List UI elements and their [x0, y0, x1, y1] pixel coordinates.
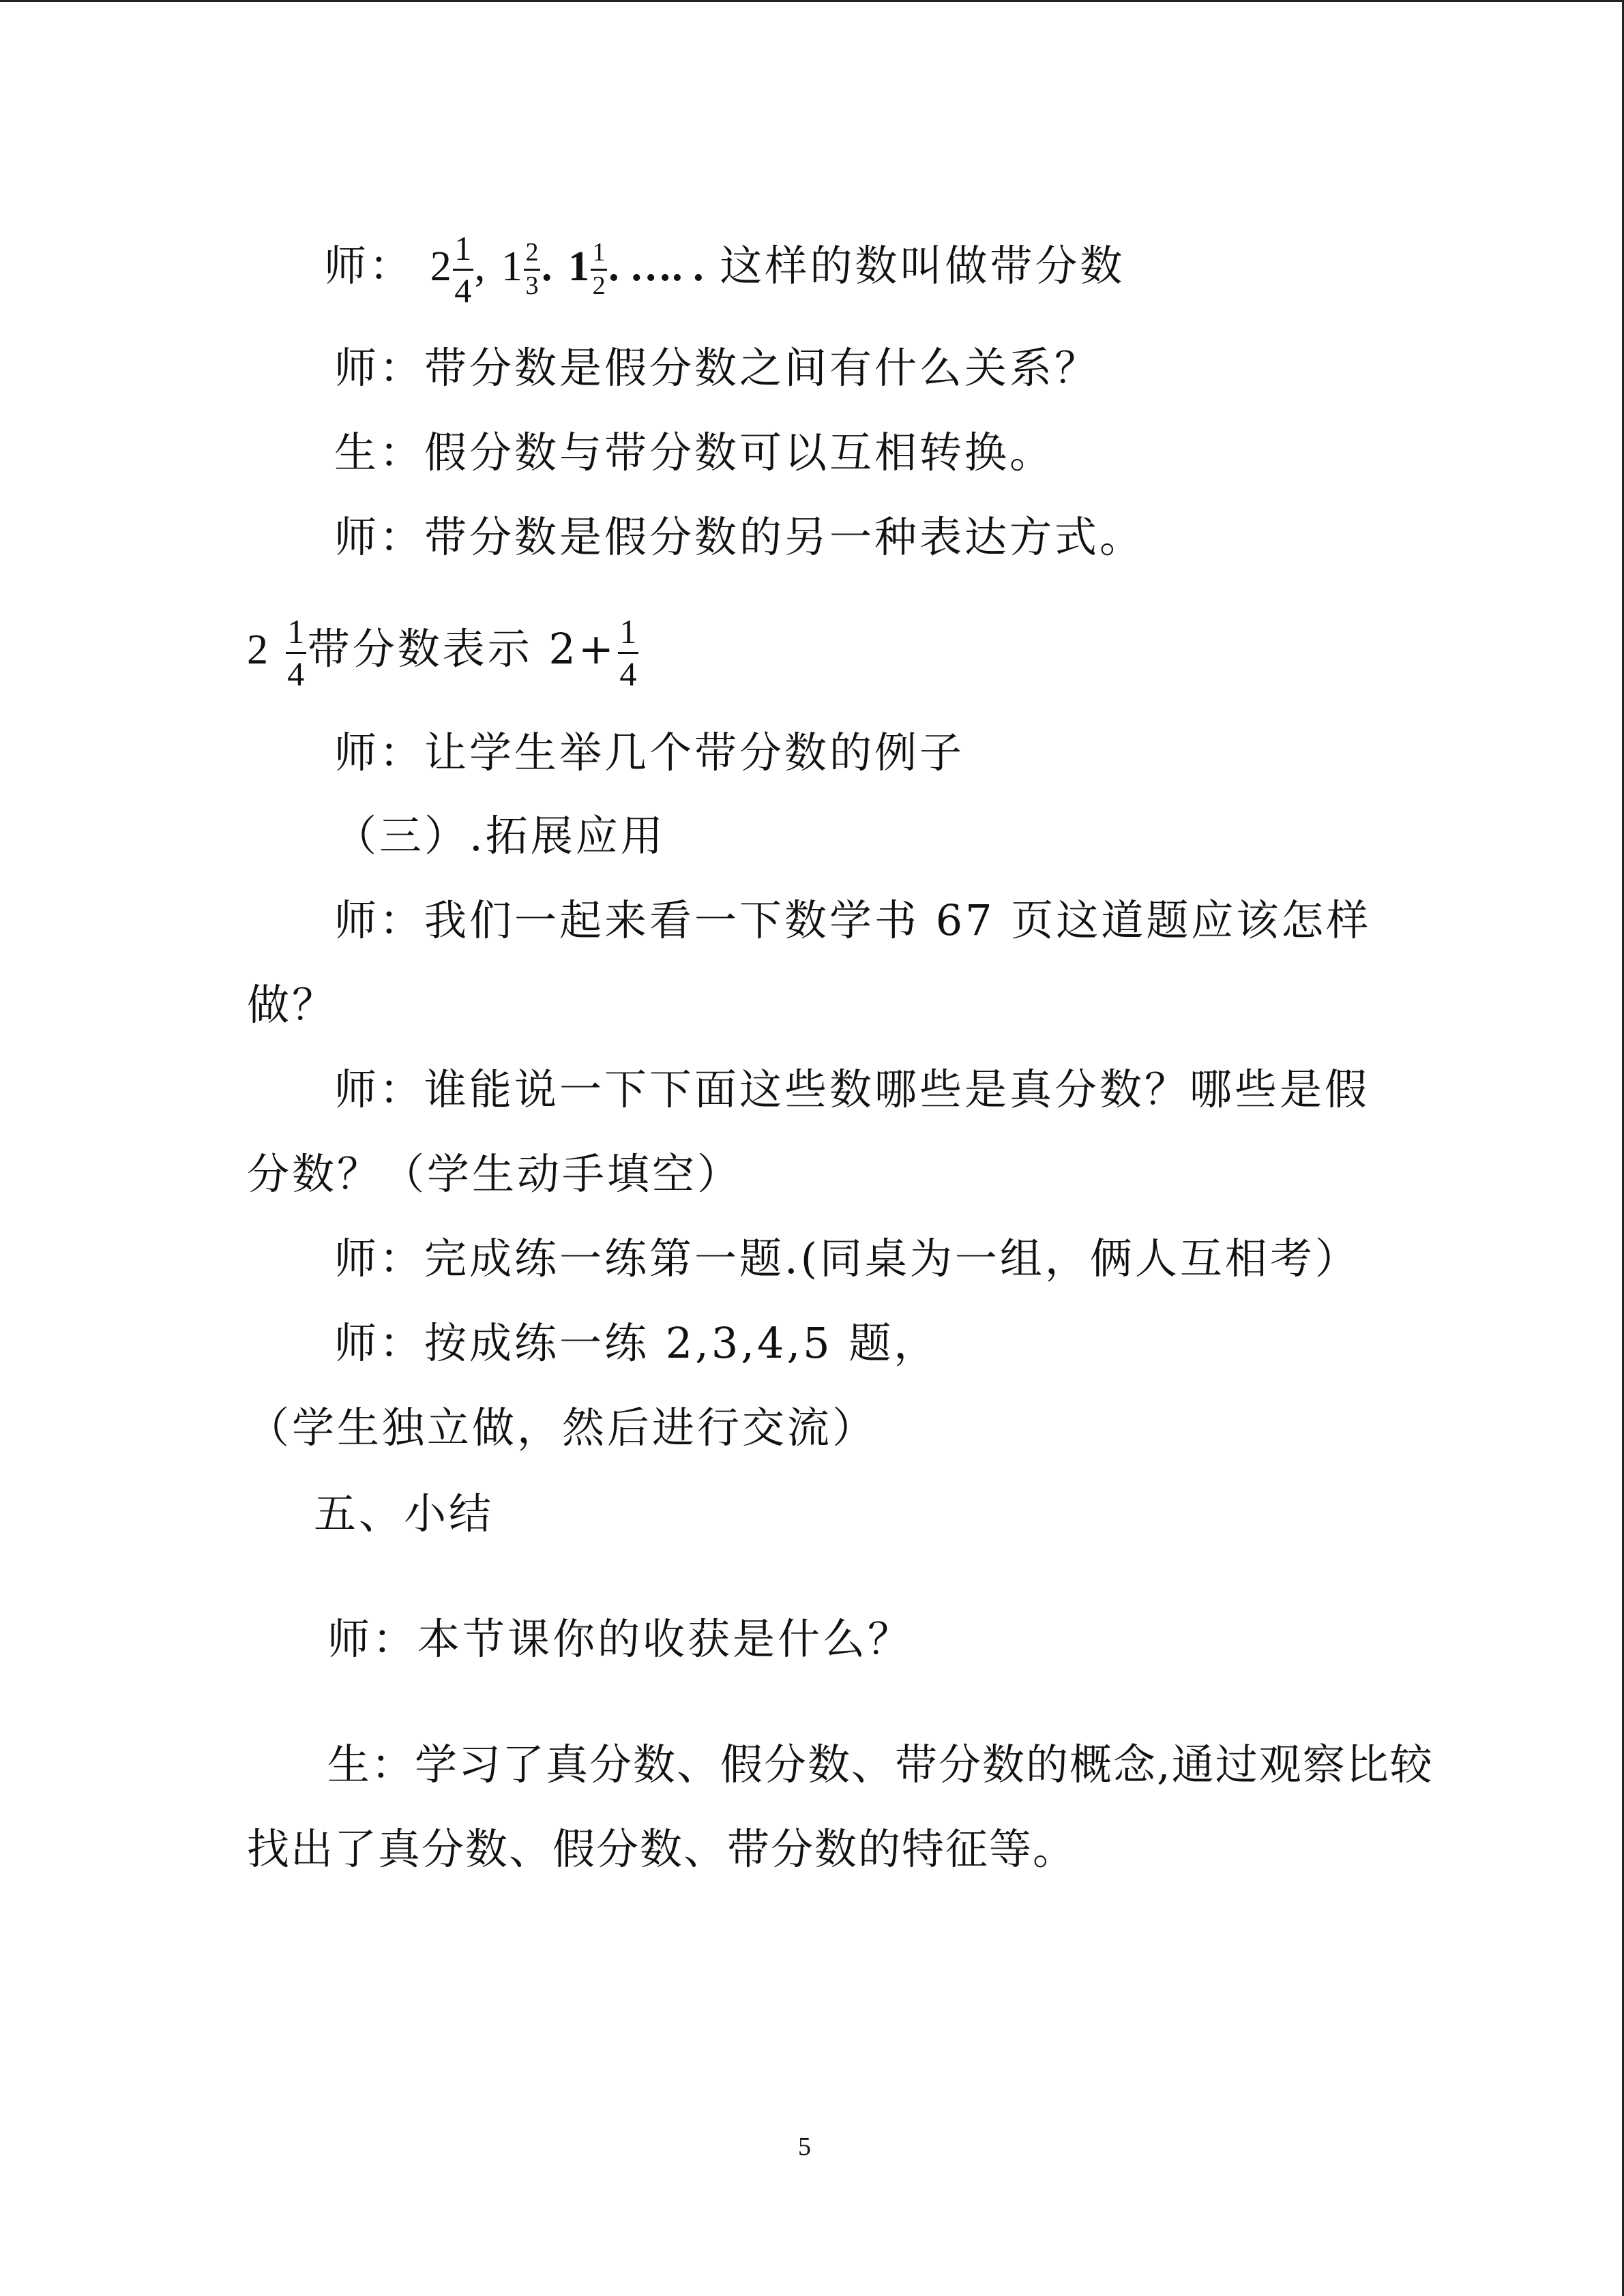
mixed-number-definition-line — [324, 229, 1125, 310]
page-number: 5 — [798, 2132, 811, 2161]
mixed-number-whole: 2 — [247, 627, 268, 674]
mixed-number-whole: 1 — [501, 243, 522, 290]
section-heading: （三）.拓展应用 — [334, 811, 666, 861]
fraction: $\frac{1}{4}$ — [618, 614, 638, 691]
ellipsis: . …. . — [608, 243, 704, 290]
text-line: 师：我们一起来看一下数学书 67 页这道题应该怎样 — [334, 895, 1372, 945]
definition-text: 这样的数叫做带分数 — [720, 241, 1125, 291]
text-line: 生：学习了真分数、假分数、带分数的概念,通过观察比较 — [327, 1740, 1434, 1789]
mixed-number-whole: 2 — [430, 243, 452, 290]
speaker-prefix: 师： — [324, 241, 415, 291]
page-top-border — [0, 0, 1624, 2]
text-line: 师：完成练一练第一题.(同桌为一组，俩人互相考） — [334, 1234, 1360, 1283]
text-line: 师：本节课你的收获是什么？ — [327, 1614, 913, 1664]
fraction: $\frac{1}{2}$ — [591, 239, 607, 300]
text-line: 找出了真分数、假分数、带分数的特征等。 — [247, 1824, 1077, 1874]
text-line: 师：带分数是假分数的另一种表达方式。 — [334, 512, 1145, 562]
section-heading: 五、小结 — [314, 1489, 494, 1538]
separator: . — [541, 243, 552, 290]
text-line: 师：谁能说一下下面这些数哪些是真分数？哪些是假 — [334, 1064, 1370, 1114]
mixed-number-expression-line — [247, 612, 640, 693]
text-line: 生：假分数与带分数可以互相转换。 — [334, 428, 1055, 477]
mixed-number-whole: 1 — [568, 243, 590, 290]
text-line: 分数？（学生动手填空） — [247, 1149, 743, 1199]
text-line: 师：让学生举几个带分数的例子 — [334, 728, 965, 777]
text-line: 做？ — [247, 980, 338, 1030]
text-line: 师：按成练一练 2,3,4,5 题， — [334, 1318, 939, 1368]
fraction: $\frac{1}{4}$ — [286, 614, 306, 691]
text-line: 师：带分数是假分数之间有什么关系？ — [334, 343, 1100, 393]
expression-text: 带分数表示 2+ — [307, 624, 617, 674]
fraction: $\frac{1}{4}$ — [453, 230, 473, 308]
separator: , — [474, 243, 486, 290]
fraction: $\frac{2}{3}$ — [524, 239, 540, 300]
text-line: （学生独立做，然后进行交流） — [247, 1403, 878, 1452]
